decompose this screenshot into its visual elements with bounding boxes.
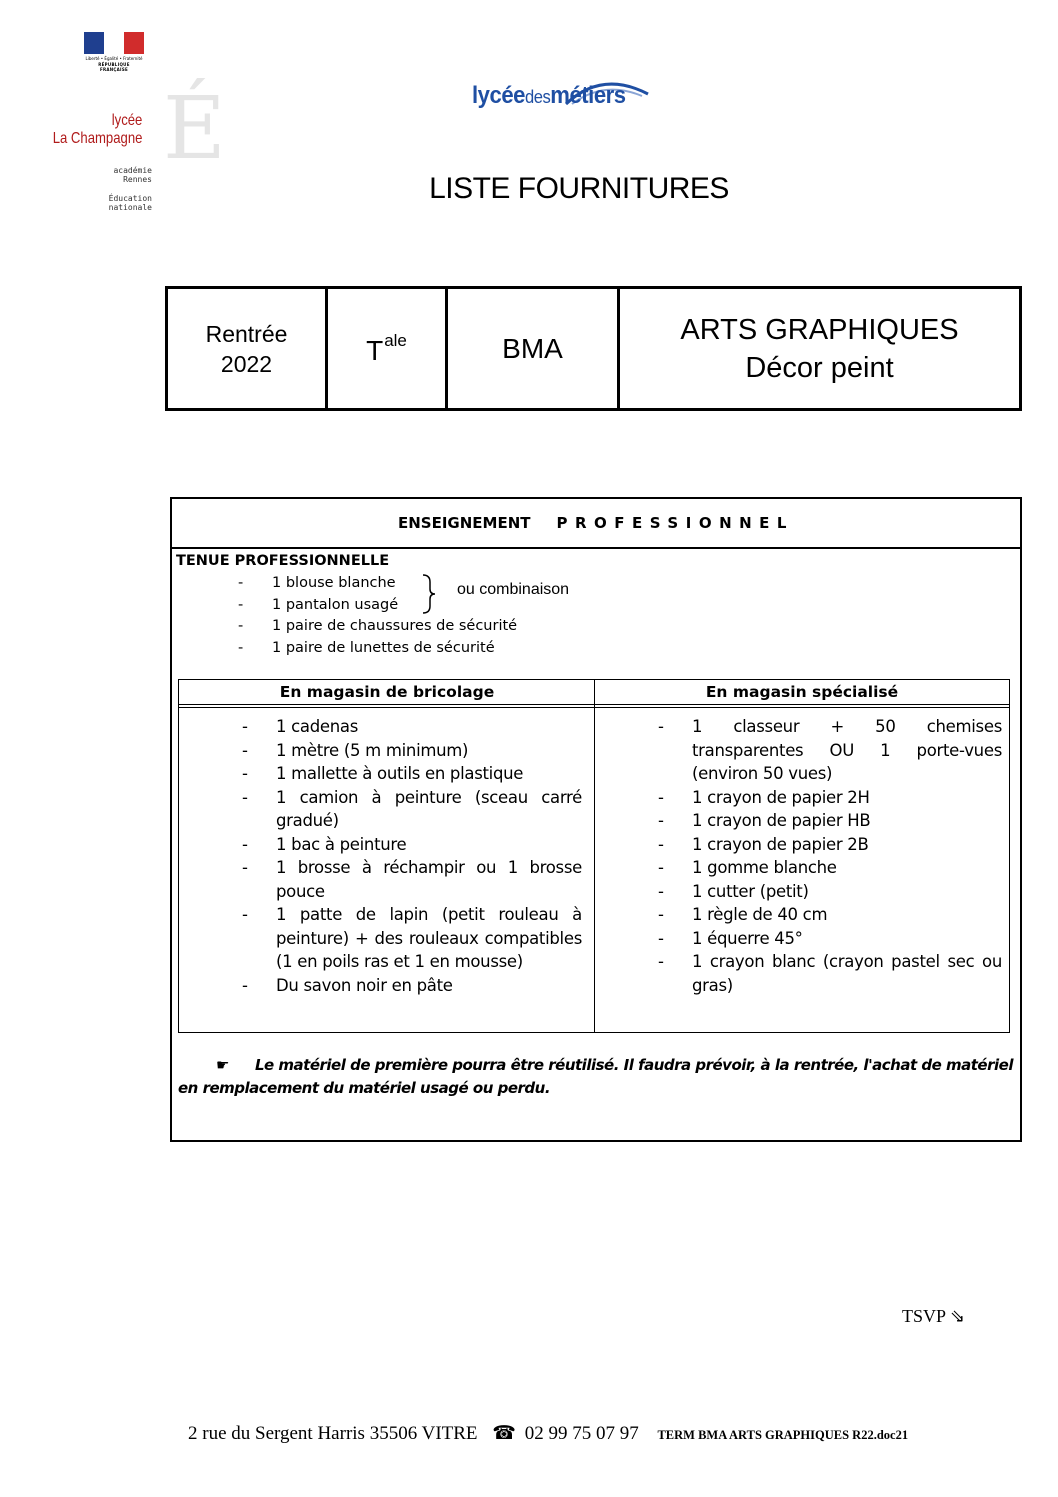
specialise-list	[658, 715, 1002, 997]
supplies-box	[170, 497, 1022, 1142]
curly-brace-icon	[420, 573, 440, 615]
tsvp-label: TSVP ⇘	[902, 1306, 965, 1326]
list-item: - 1 brosse à réchampir ou 1 brosse pouce	[242, 856, 582, 903]
phone-icon: ☎	[492, 1423, 516, 1444]
republique-francaise-logo	[84, 32, 144, 72]
lycee-logo-line1: lycée	[111, 112, 142, 129]
french-flag-icon	[84, 32, 144, 54]
list-item: - 1 cadenas	[242, 715, 582, 739]
reuse-note: ☛ Le matériel de première pourra être réutilisé. Il faudra prévoir, à la rentrée, l'achat de matériel en remplacement du matériel usagé ou perdu.	[178, 1056, 1013, 1097]
brace-note: ou combinaison	[457, 581, 570, 598]
page-footer	[188, 1422, 908, 1445]
list-item: - 1 patte de lapin (petit rouleau à peinture) + des rouleaux compatibles (1 en poils ras et 1 en mousse)	[242, 903, 582, 974]
tenue-title: TENUE PROFESSIONNELLE	[176, 553, 390, 569]
list-item: - 1 paire de lunettes de sécurité	[238, 640, 495, 657]
list-item: - Du savon noir en pâte	[242, 974, 582, 998]
list-item: - 1 crayon de papier HB	[658, 809, 1002, 833]
pointing-hand-icon: ☛	[216, 1056, 229, 1074]
republique-name: RÉPUBLIQUE FRANÇAISE	[98, 62, 130, 72]
column-header-specialise: En magasin spécialisé	[705, 683, 899, 701]
republique-motto: Liberté • Égalité • Fraternité	[85, 56, 143, 61]
rentree-cell: Rentrée 2022	[168, 289, 328, 408]
turn-arrow-icon: ⇘	[949, 1306, 965, 1326]
list-item: - 1 pantalon usagé	[238, 596, 399, 613]
list-item: - 1 paire de chaussures de sécurité	[238, 618, 518, 635]
list-item: - 1 classeur + 50 chemises transparentes OU 1 porte-vues (environ 50 vues)	[658, 715, 1002, 786]
footer-doc-ref: TERM BMA ARTS GRAPHIQUES R22.doc21	[657, 1428, 909, 1442]
column-header-bricolage: En magasin de bricolage	[279, 683, 495, 701]
page-title: LISTE FOURNITURES	[429, 172, 729, 205]
list-item: - 1 mallette à outils en plastique	[242, 762, 582, 786]
class-header-table	[165, 286, 1022, 411]
academie-label: académie Rennes	[113, 166, 152, 184]
list-item: - 1 crayon de papier 2B	[658, 833, 1002, 857]
list-item: - 1 crayon de papier 2H	[658, 786, 1002, 810]
bricolage-list	[242, 715, 582, 997]
metiers-logo-text: lycéedesmétiers	[472, 82, 626, 109]
lycee-des-metiers-logo	[470, 76, 660, 116]
list-item: - 1 règle de 40 cm	[658, 903, 1002, 927]
list-item: - 1 mètre (5 m minimum)	[242, 739, 582, 763]
footer-address: 2 rue du Sergent Harris 35506 VITRE	[188, 1423, 478, 1444]
level-cell: $T^{ale}$	[328, 289, 448, 408]
speciality-cell: ARTS GRAPHIQUES Décor peint	[680, 313, 959, 384]
section-title: ENSEIGNEMENT PROFESSIONNEL	[172, 499, 1020, 549]
list-item: - 1 équerre 45°	[658, 927, 1002, 951]
diploma-cell: BMA	[448, 289, 620, 408]
footer-phone: 02 99 75 07 97	[524, 1423, 639, 1444]
divider	[594, 680, 595, 1032]
education-e-icon: É	[163, 79, 226, 179]
lycee-logo-line2: La Champagne	[52, 130, 142, 147]
list-item: - 1 blouse blanche	[238, 575, 396, 591]
list-item: - 1 cutter (petit)	[658, 880, 1002, 904]
list-item: - 1 bac à peinture	[242, 833, 582, 857]
list-item: - 1 crayon blanc (crayon pastel sec ou gras)	[658, 950, 1002, 997]
list-item: - 1 camion à peinture (sceau carré gradué)	[242, 786, 582, 833]
education-nationale-label: Éducation nationale	[108, 194, 152, 212]
list-item: - 1 gomme blanche	[658, 856, 1002, 880]
